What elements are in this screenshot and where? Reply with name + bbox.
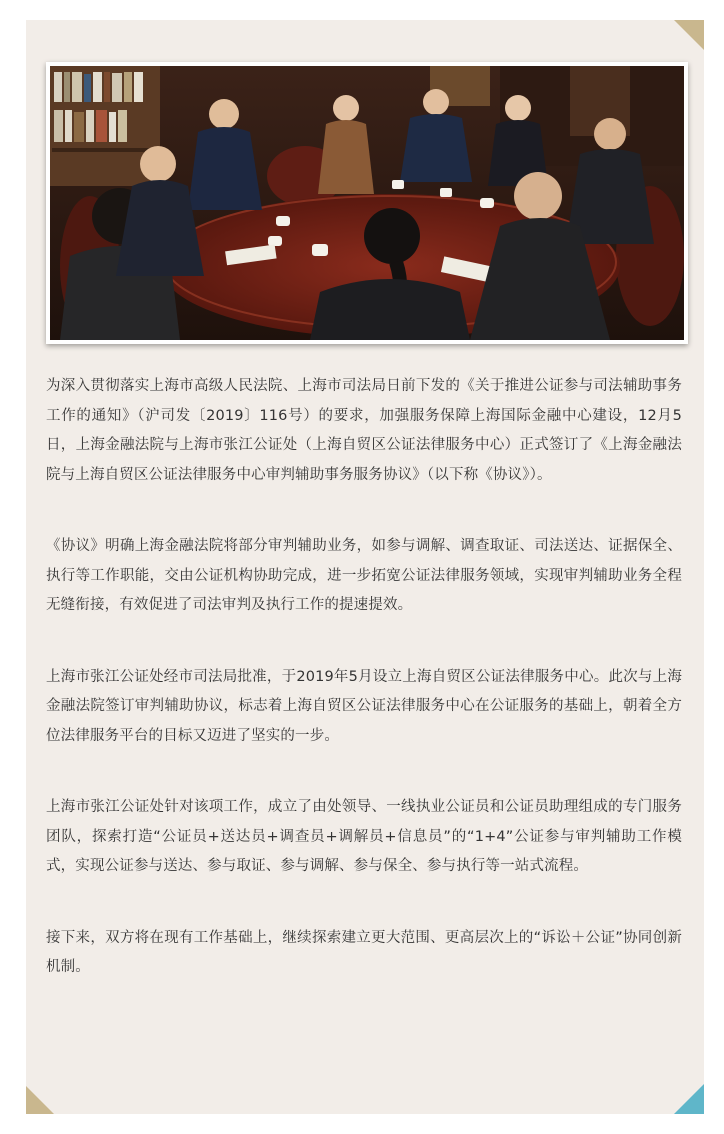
paragraph-4: 上海市张江公证处针对该项工作，成立了由处领导、一线执业公证员和公证员助理组成的专门服务团队，探索打造“公证员+送达员+调查员+调解员+信息员”的“1+4”公证参与审判辅助工作模式，实现公证参与送达、参与取证、参与调解、参与保全、参与执行等一站式流程。: [46, 799, 682, 874]
paragraph-5: 接下来，双方将在现有工作基础上，继续探索建立更大范围、更高层次上的“诉讼＋公证”协同创新机制。: [46, 929, 682, 975]
meeting-photo-illustration: [50, 66, 684, 340]
corner-decoration-bottom-left: [26, 1086, 54, 1114]
corner-decoration-bottom-right: [674, 1084, 704, 1114]
paragraph-2: 《协议》明确上海金融法院将部分审判辅助业务，如参与调解、调查取证、司法送达、证据保全、执行等工作职能，交由公证机构协助完成，进一步拓宽公证法律服务领域，实现审判辅助业务全程无缝衔接，有效促进了司法审判及执行工作的提速提效。: [46, 538, 682, 613]
article-body: [46, 372, 682, 1025]
meeting-photo: [46, 62, 688, 344]
article-card: [26, 20, 704, 1114]
paragraph-1: 为深入贯彻落实上海市高级人民法院、上海市司法局日前下发的《关于推进公证参与司法辅助事务工作的通知》（沪司发〔2019〕116号）的要求，加强服务保障上海国际金融中心建设，12月5日，上海金融法院与上海市张江公证处（上海自贸区公证法律服务中心）正式签订了《上海金融法院与上海自贸区公证法律服务中心审判辅助事务服务协议》（以下称《协议》）。: [46, 378, 682, 483]
corner-decoration-top-right: [674, 20, 704, 50]
paragraph-3: 上海市张江公证处经市司法局批准，于2019年5月设立上海自贸区公证法律服务中心。此次与上海金融法院签订审判辅助协议，标志着上海自贸区公证法律服务中心在公证服务的基础上，朝着全方位法律服务平台的目标又迈进了坚实的一步。: [46, 668, 682, 744]
